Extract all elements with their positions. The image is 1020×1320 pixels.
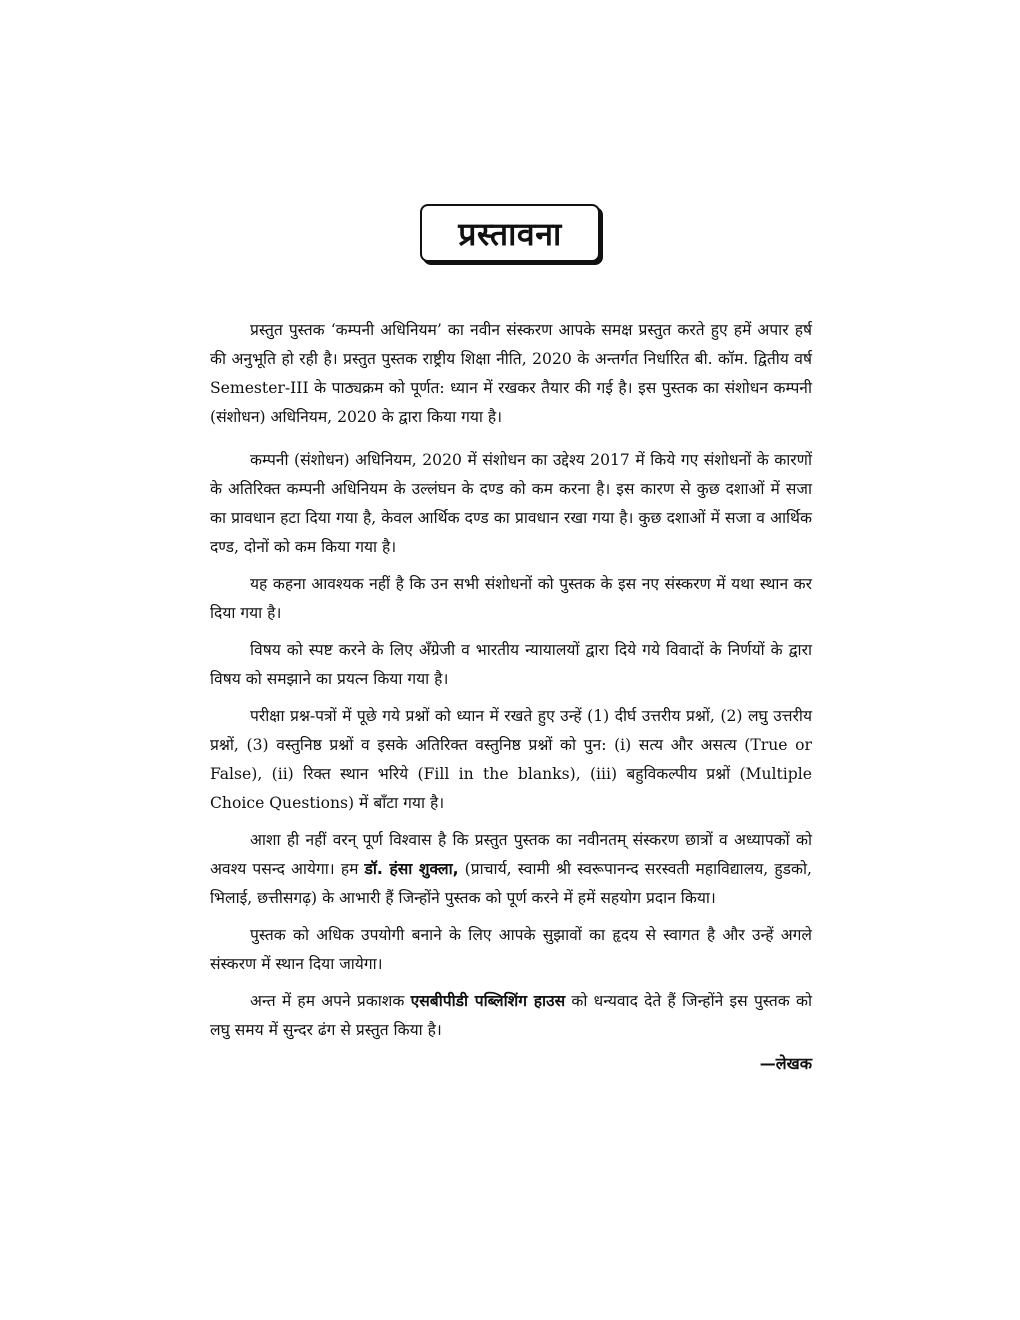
paragraph [210, 987, 812, 1045]
acknowledged-person: डॉ. हंसा शुक्ला, [364, 860, 459, 878]
page-title: प्रस्तावना [458, 214, 562, 253]
paragraph: प्रस्तुत पुस्तक ‘कम्पनी अधिनियम’ का नवीन संस्करण आपके समक्ष प्रस्तुत करते हुए हमें अपार हर्ष की अनुभूति हो रही है। प्रस्तुत पुस्तक राष्ट्रीय शिक्षा नीति, 2020 के अन्तर्गत निर्धारित बी. कॉम. द्वितीय वर्ष Semester-III के पाठ्यक्रम को पूर्णत: ध्यान में रखकर तैयार की गई है। इस पुस्तक का संशोधन कम्पनी (संशोधन) अधिनियम, 2020 के द्वारा किया गया है। [210, 321, 812, 426]
paragraph-text: (प्राचार्य, स्वामी श्री स्वरूपानन्द सरस्वती महाविद्यालय, हुडको, भिलाई, छत्तीसगढ़) के आभारी हैं जिन्होंने पुस्तक को पूर्ण करने में हमें सहयोग प्रदान किया। [210, 860, 812, 907]
publisher-name: एसबीपीडी पब्लिशिंग हाउस [410, 992, 566, 1010]
author-signature: —लेखक [759, 1054, 812, 1073]
title-box [420, 204, 600, 262]
paragraph: यह कहना आवश्यक नहीं है कि उन सभी संशोधनों को पुस्तक के इस नए संस्करण में यथा स्थान कर दिया गया है। [210, 575, 812, 622]
paragraph: कम्पनी (संशोधन) अधिनियम, 2020 में संशोधन का उद्देश्य 2017 में किये गए संशोधनों के कारणों के अतिरिक्त कम्पनी अधिनियम के उल्लंघन के दण्ड को कम करना है। इस कारण से कुछ दशाओं में सजा का प्रावधान हटा दिया गया है, केवल आर्थिक दण्ड का प्रावधान रखा गया है। कुछ दशाओं में सजा व आर्थिक दण्ड, दोनों को कम किया गया है। [210, 451, 812, 556]
paragraph-text: अन्त में हम अपने प्रकाशक [250, 992, 411, 1010]
paragraph: पुस्तक को अधिक उपयोगी बनाने के लिए आपके सुझावों का हृदय से स्वागत है और उन्हें अगले संस्करण में स्थान दिया जायेगा। [210, 926, 812, 973]
paragraph [210, 826, 812, 913]
paragraph-text: को धन्यवाद देते हैं जिन्होंने इस पुस्तक को लघु समय में सुन्दर ढंग से प्रस्तुत किया है। [210, 992, 812, 1039]
paragraph: परीक्षा प्रश्न-पत्रों में पूछे गये प्रश्नों को ध्यान में रखते हुए उन्हें (1) दीर्घ उत्तरीय प्रश्नों, (2) लघु उत्तरीय प्रश्नों, (3) वस्तुनिष्ठ प्रश्नों व इसके अतिरिक्त वस्तुनिष्ठ प्रश्नों को पुन: (i) सत्य और असत्य (True or False), (ii) रिक्त स्थान भरिये (Fill in the blanks), (iii) बहुविकल्पीय प्रश्नों (Multiple Choice Questions) में बाँटा गया है। [210, 707, 812, 812]
paragraph-text: आशा ही नहीं वरन् पूर्ण विश्वास है कि प्रस्तुत पुस्तक का नवीनतम् संस्करण छात्रों व अध्यापकों को अवश्य पसन्द आयेगा। हम [210, 831, 812, 878]
preface-body [210, 316, 812, 1053]
paragraph: विषय को स्पष्ट करने के लिए अँग्रेजी व भारतीय न्यायालयों द्वारा दिये गये विवादों के निर्णयों के द्वारा विषय को समझाने का प्रयत्न किया गया है। [210, 641, 812, 688]
